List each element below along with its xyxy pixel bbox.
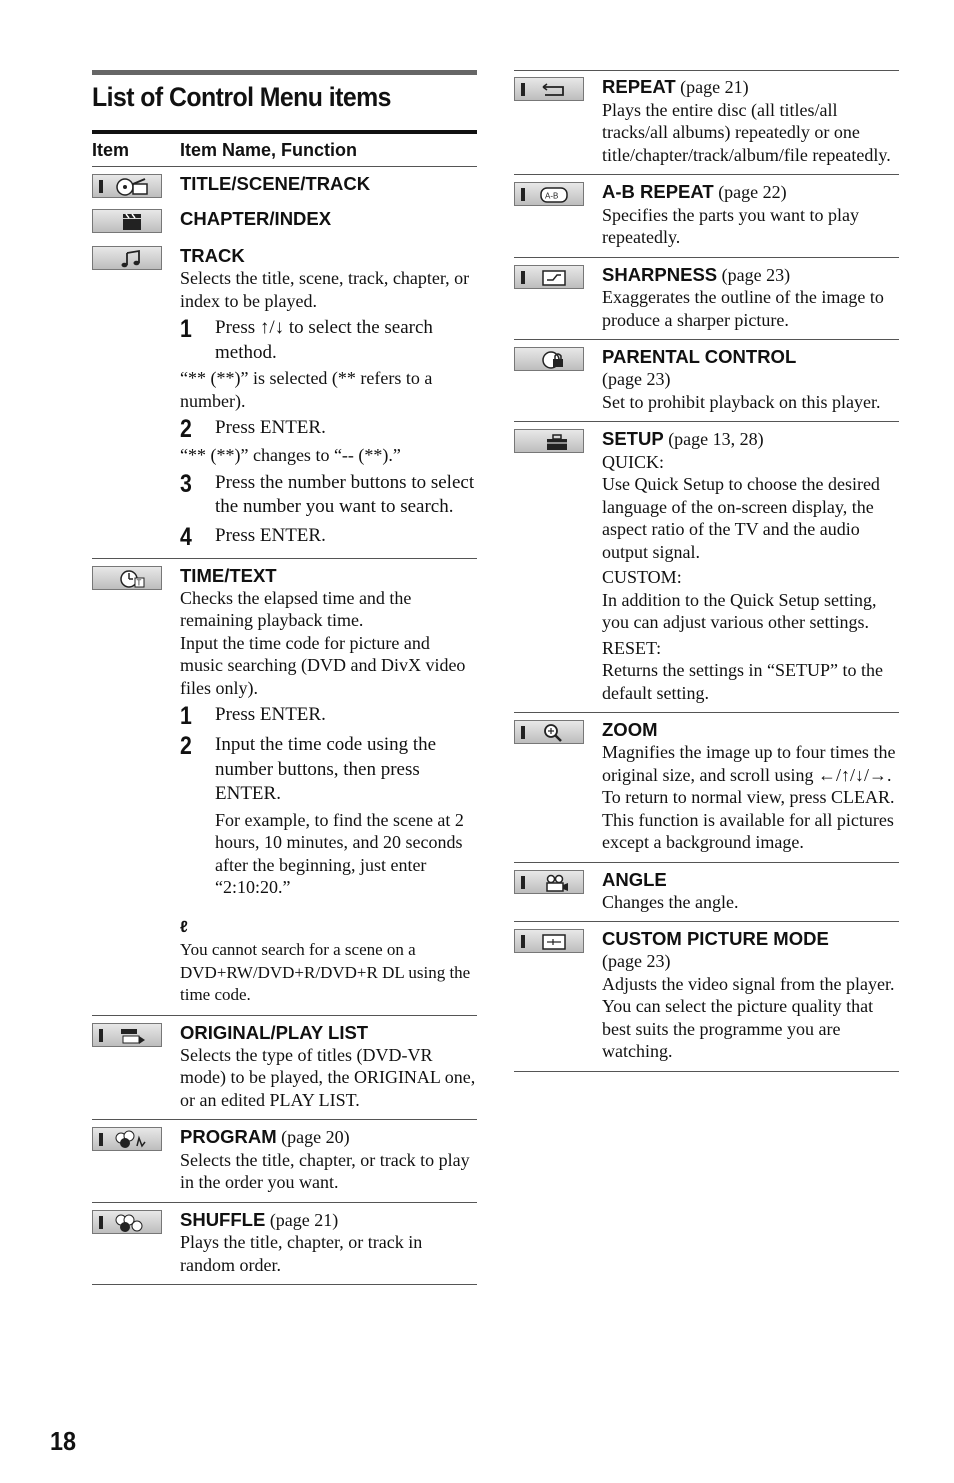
setup-custom-label: CUSTOM: xyxy=(602,567,682,587)
clock-text-icon xyxy=(92,566,162,590)
step-number: 2 xyxy=(180,415,192,443)
step-text: Press ENTER. xyxy=(215,704,326,725)
entry-name: ZOOM xyxy=(602,719,658,740)
entry-name: TITLE/SCENE/TRACK xyxy=(180,173,371,194)
entry-ab-repeat xyxy=(514,175,899,258)
note-text: You cannot search for a scene on a DVD+RW/DVD+R/DVD+R DL using the time code. xyxy=(180,940,471,1004)
step xyxy=(180,471,477,520)
step-note: “** (**)” changes to “-- (**).” xyxy=(180,445,401,465)
repeat-icon xyxy=(514,77,584,101)
step xyxy=(180,416,477,442)
magnifier-icon xyxy=(514,720,584,744)
page-reference: (page 23) xyxy=(602,369,671,389)
entry-description: To return to normal view, press CLEAR. xyxy=(602,787,895,807)
step-text: Press ENTER. xyxy=(215,417,326,438)
camera-icon xyxy=(514,870,584,894)
entry-name: CUSTOM PICTURE MODE xyxy=(602,928,829,949)
entry-name: TIME/TEXT xyxy=(180,564,277,586)
entry-description: Checks the elapsed time and the remaining playback time. xyxy=(180,587,412,630)
setup-quick-text: Use Quick Setup to choose the desired language of the on-screen display, the aspect ratio of the TV and the audio output signal. xyxy=(602,474,880,562)
setup-custom-text: In addition to the Quick Setup setting, you can adjust various other settings. xyxy=(602,589,877,632)
play-list-icon xyxy=(92,1023,162,1047)
column-header xyxy=(92,134,477,167)
entry-original-play-list xyxy=(92,1016,477,1121)
entry-description: Set to prohibit playback on this player. xyxy=(602,391,881,412)
step-number: 3 xyxy=(180,469,192,498)
page-title: List of Control Menu items xyxy=(92,82,391,112)
page-reference: (page 21) xyxy=(680,77,749,97)
step-text: Press ↑/↓ to select the search method. xyxy=(215,317,433,363)
step-number: 1 xyxy=(180,702,192,730)
ab-repeat-icon xyxy=(514,182,584,206)
entry-name: SETUP xyxy=(602,428,664,449)
setup-quick-label: QUICK: xyxy=(602,451,664,472)
entry-shuffle xyxy=(92,1203,477,1286)
entry-description: Adjusts the video signal from the player. You can select the picture quality that best suits the programme you are watching. xyxy=(602,973,895,1061)
entry-description: Selects the type of titles (DVD-VR mode) to be played, the ORIGINAL one, or an edited PLAY LIST. xyxy=(180,1044,476,1110)
entry-chapter-index xyxy=(92,202,477,237)
step-number: 1 xyxy=(180,315,192,343)
page-reference: (page 21) xyxy=(269,1209,339,1230)
title-top-rule xyxy=(92,70,477,75)
entry-repeat xyxy=(514,71,899,175)
entry-description: Plays the title, chapter, or track in random order. xyxy=(180,1232,423,1275)
entry-title-scene-track xyxy=(92,167,477,202)
entry-description: Selects the title, scene, track, chapter, or index to be played. xyxy=(180,268,470,311)
entry-description: Changes the angle. xyxy=(602,891,739,912)
picture-mode-icon xyxy=(514,929,584,953)
item-column-label: Item xyxy=(92,140,130,160)
step xyxy=(180,703,477,729)
page-reference: (page 23) xyxy=(602,951,671,971)
entry-name: SHUFFLE xyxy=(180,1208,266,1230)
step-text: Press the number buttons to select the number you want to search. xyxy=(215,471,475,517)
entry-parental-control xyxy=(514,340,899,422)
page-reference: (page 13, 28) xyxy=(668,429,764,449)
entry-zoom xyxy=(514,713,899,863)
entry-description: Magnifies the image up to four times the original size, and scroll using ←/↑/↓/→. xyxy=(602,742,896,785)
entry-name: ORIGINAL/PLAY LIST xyxy=(180,1021,369,1043)
entry-name: SHARPNESS xyxy=(602,263,718,285)
name-function-column-label: Item Name, Function xyxy=(180,140,358,160)
page-reference: (page 22) xyxy=(718,182,787,202)
program-icon xyxy=(92,1127,162,1151)
entry-setup xyxy=(514,422,899,713)
entry-description: Exaggerates the outline of the image to produce a sharper picture. xyxy=(602,287,884,330)
entry-description: This function is available for all pictures except a background image. xyxy=(602,809,894,852)
entry-name: ANGLE xyxy=(602,868,667,890)
left-column xyxy=(92,70,477,1285)
entry-angle xyxy=(514,863,899,923)
step xyxy=(180,316,477,365)
page-reference: (page 23) xyxy=(721,264,791,285)
page-number: 18 xyxy=(50,1426,77,1456)
step-number: 2 xyxy=(180,732,192,760)
toolbox-icon xyxy=(514,429,584,453)
shuffle-icon xyxy=(92,1210,162,1234)
entry-name: A-B REPEAT xyxy=(602,181,714,202)
entry-name: PARENTAL CONTROL xyxy=(602,346,797,367)
right-column xyxy=(514,70,899,1072)
step xyxy=(180,733,477,807)
setup-reset-text: Returns the settings in “SETUP” to the default setting. xyxy=(602,660,883,703)
disc-clapper-icon xyxy=(92,174,162,198)
step-text: Press ENTER. xyxy=(215,524,326,546)
step-note: “** (**)” is selected (** refers to a number). xyxy=(180,368,433,411)
entry-custom-picture-mode xyxy=(514,922,899,1072)
music-note-icon xyxy=(92,246,162,270)
lock-icon xyxy=(514,347,584,371)
sharpness-icon xyxy=(514,265,584,289)
note-icon: ℓ xyxy=(180,918,188,936)
step-text: Input the time code using the number buttons, then press ENTER. xyxy=(215,734,437,804)
entry-name: CHAPTER/INDEX xyxy=(180,208,332,229)
setup-reset-label: RESET: xyxy=(602,637,662,658)
entry-description: Selects the title, chapter, or track to play in the order you want. xyxy=(180,1149,470,1192)
entry-name: REPEAT xyxy=(602,76,676,97)
step-number: 4 xyxy=(180,522,192,551)
step xyxy=(180,524,477,550)
clapperboard-icon xyxy=(92,209,162,233)
entry-name: PROGRAM xyxy=(180,1126,277,1147)
svg-text:T: T xyxy=(136,578,142,587)
entry-sharpness xyxy=(514,258,899,341)
entry-description: Plays the entire disc (all titles/all tracks/all albums) repeatedly or one title/chapter/track/album/file repeatedly. xyxy=(602,99,891,165)
entry-track xyxy=(92,237,477,559)
svg-text:A-B: A-B xyxy=(545,191,559,201)
step-example: For example, to find the scene at 2 hours, 10 minutes, and 20 seconds after the beginning, just enter “2:10:20.” xyxy=(215,809,464,897)
entry-program xyxy=(92,1120,477,1203)
entry-time-text xyxy=(92,559,477,1016)
entry-description: Input the time code for picture and music searching (DVD and DivX video files only). xyxy=(180,632,466,698)
entry-description: Specifies the parts you want to play repeatedly. xyxy=(602,204,859,247)
entry-name: TRACK xyxy=(180,245,245,266)
page-reference: (page 20) xyxy=(281,1127,350,1147)
